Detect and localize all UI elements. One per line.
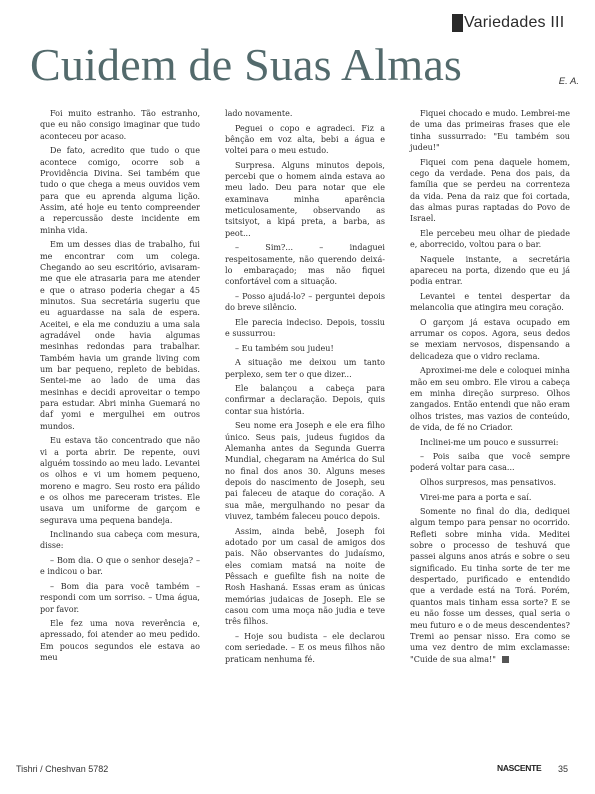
paragraph: Levantei e tentei despertar da melancolia que atingira meu coração.: [410, 291, 570, 313]
paragraph: Assim, ainda bebê, Joseph foi adotado por um casal de amigos dos pais. Não observantes do judaísmo, eles comiam matsá na noite de Pêssach e guefilte fish na noite de Rosh Hashaná. Essas eram as únicas memórias judaicas de Joseph. Ele se casou com uma moça não judia e teve três filhos.: [225, 526, 385, 627]
article-body: [40, 108, 570, 748]
paragraph: Somente no final do dia, dediquei algum tempo para pensar no ocorrido. Refleti sobre minha vida. Meditei sobre o processo de teshuvá que passei alguns anos atrás e sobre o seu significado. Eu tinha sorte de ter me despertado, purificado e entendido que a verdade está na Torá. Porém, quantos mais tinham essa sorte? E se eu não fosse um desses, qual seria o meu futuro e o de meus descendentes? Tremi ao pensar nisso. Era como se uma vez dentro de mim exclamasse: "Cuide de sua alma!": [410, 507, 570, 664]
paragraph: – Hoje sou budista – ele declarou com seriedade. – E os meus filhos não praticam nenhuma fé.: [225, 631, 385, 664]
text-column-2: [225, 108, 385, 748]
paragraph: Seu nome era Joseph e ele era filho único. Seus pais, judeus fugidos da Alemanha antes da Segunda Guerra Mundial, chegaram na América do Sul no final dos anos 30. Alguns meses depois do nascimento de Joseph, seu pai faleceu de ataque do coração. A sua mãe, mergulhando no pesar da viuvez, também faleceu pouco depois.: [225, 421, 385, 522]
paragraph: Fiquei com pena daquele homem, cego da verdade. Pena dos pais, da família que se perdeu na correnteza da vida. Pena da raiz que foi cortada, das almas puras raptadas do Povo de Israel.: [410, 157, 570, 224]
issue-label: Tishri / Cheshvan 5782: [16, 764, 109, 774]
paragraph: Ele percebeu meu olhar de piedade e, aborrecido, voltou para o bar.: [410, 228, 570, 250]
magazine-logo: NASCENTE: [497, 763, 542, 773]
paragraph: Peguei o copo e agradeci. Fiz a bênção em voz alta, bebi a água e voltei para o meu estudo.: [225, 123, 385, 156]
article-title: Cuidem de Suas Almas: [30, 39, 463, 90]
paragraph: O garçom já estava ocupado em arrumar os copos. Agora, seus dedos se mexiam nervosos, dispensando a delicadeza que o vidro reclama.: [410, 317, 570, 361]
paragraph: – Sim?... – indaguei respeitosamente, não querendo deixá-lo embaraçado; mas não fiquei confortável com a situação.: [225, 243, 385, 287]
page-number: 35: [558, 764, 569, 774]
paragraph: lado novamente.: [225, 109, 293, 118]
paragraph: Foi muito estranho. Tão estranho, que eu não consigo imaginar que tudo aconteceu por acaso.: [40, 109, 200, 141]
paragraph: Naquele instante, a secretária apareceu na porta, dizendo que eu já podia entrar.: [410, 254, 570, 287]
paragraph: Aproximei-me dele e coloquei minha mão em seu ombro. Ele virou a cabeça em minha direção surpreso. Olhos zangados. Então entendi que não eram olhos tristes, mas vazios de conteúdo, de vida, de fé no Criador.: [410, 366, 570, 433]
paragraph: Virei-me para a porta e saí.: [420, 492, 532, 502]
paragraph: Eu estava tão concentrado que não vi a porta abrir. De repente, ouvi alguém tossindo ao meu lado. Levantei os olhos e vi um homem pequeno, moreno e magro. Seu rosto era pálido e os olhos me pareceram tristes. Ele usava um uniforme de garçom e segurava uma pequena bandeja.: [40, 436, 200, 525]
section-label: Variedades III: [464, 14, 565, 31]
paragraph: – Bom dia. O que o senhor deseja? – e indicou o bar.: [40, 556, 200, 577]
paragraph: Em um desses dias de trabalho, fui me encontrar com um colega. Chegando ao seu escritório, avisaram-me que ele atrasaria para me atender e que o atraso poderia chegar a 45 minutos. Sua secretária sugeriu que eu aguardasse na sala de espera. Aceitei, e ela me conduziu a uma sala agradável onde havia algumas mesinhas redondas para trabalhar. Também havia um grande living com um bar pequeno, repleto de bebidas. Sentei-me ao lado de uma das mesinhas e decidi aproveitar o tempo para estudar. Abri minha Guemará no daf yomi e mergulhei em outros mundos.: [40, 240, 200, 431]
text-column-1: [40, 108, 200, 748]
paragraph: – Eu também sou judeu!: [235, 343, 334, 353]
paragraph: A situação me deixou um tanto perplexo, sem ter o que dizer...: [225, 358, 385, 379]
section-header: [452, 14, 564, 32]
paragraph: Ele parecia indeciso. Depois, tossiu e sussurrou:: [225, 317, 385, 339]
paragraph: De fato, acredito que tudo o que acontece comigo, ocorre sob a Providência Divina. Sei também que tudo o que chega a meus ouvidos vem para que eu aprenda alguma lição. Assim, até hoje eu tento compreender a repercussão deste incidente em minha vida.: [40, 146, 200, 235]
paragraph: – Posso ajudá-lo? – perguntei depois do breve silêncio.: [225, 291, 385, 313]
paragraph: Surpresa. Alguns minutos depois, percebi que o homem ainda estava ao meu lado. Deu para notar que ele examinava minha aparência meticulosamente, observando as tsitsiyot, a kipá preta, a barba, as peot...: [225, 160, 385, 238]
paragraph: Fiquei chocado e mudo. Lembrei-me de uma das primeiras frases que ele tinha sussurrado: "Eu também sou judeu!": [410, 109, 570, 153]
paragraph: Inclinando sua cabeça com mesura, disse:: [40, 530, 200, 551]
end-of-article-square-icon: [502, 656, 509, 663]
paragraph: Olhos surpresos, mas pensativos.: [420, 478, 557, 487]
paragraph: – Pois saiba que você sempre poderá voltar para casa...: [410, 452, 570, 473]
article-author: E. A.: [558, 76, 579, 87]
paragraph: Ele balançou a cabeça para confirmar a declaração. Depois, quis contar sua história.: [225, 384, 385, 416]
paragraph: – Bom dia para você também – respondi com um sorriso. – Uma água, por favor.: [40, 581, 200, 614]
paragraph: Inclinei-me um pouco e sussurrei:: [420, 437, 559, 447]
text-column-3: [410, 108, 570, 748]
paragraph: Ele fez uma nova reverência e, apressado, foi atender ao meu pedido. Em poucos segundos ele estava ao meu: [40, 619, 200, 663]
